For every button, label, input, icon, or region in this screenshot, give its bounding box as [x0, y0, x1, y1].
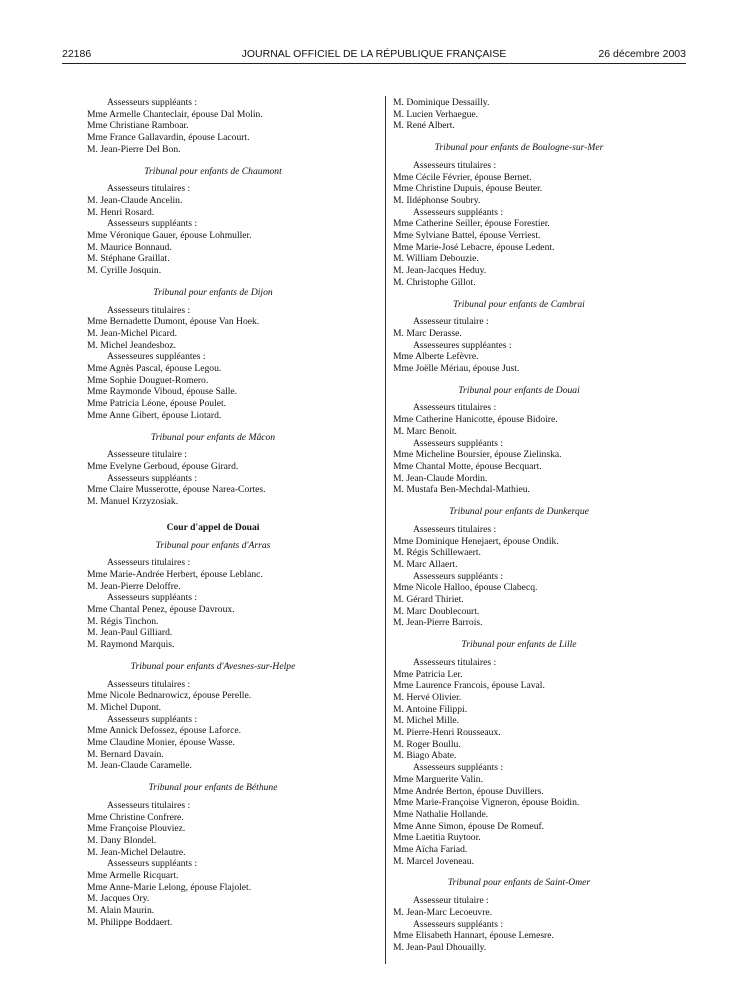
tribunal-heading: Tribunal pour enfants de Saint-Omer — [447, 877, 591, 889]
assessor-name: Mme Anne Gibert, épouse Liotard. — [87, 409, 222, 421]
assessor-role-label: Assesseures suppléantes : — [107, 351, 206, 363]
assessor-role-label: Assesseurs suppléants : — [413, 206, 504, 218]
assessor-name: Mme Claire Musserotte, épouse Narea-Cortes. — [87, 484, 266, 496]
assessor-name: Mme Christine Confrere. — [87, 811, 184, 823]
assessor-name: M. Dany Blondel. — [87, 834, 157, 846]
assessor-name: Mme Chantal Motte, épouse Becquart. — [393, 460, 542, 472]
tribunal-heading: Tribunal pour enfants d'Avesnes-sur-Helpe — [130, 660, 296, 672]
assessor-name: M. Hervé Olivier. — [393, 691, 462, 703]
assessor-role-label: Assesseurs titulaires : — [107, 304, 191, 316]
tribunal-heading: Tribunal pour enfants de Boulogne-sur-Mer — [434, 142, 604, 154]
assessor-role-label: Assesseurs titulaires : — [413, 159, 497, 171]
tribunal-heading: Tribunal pour enfants d'Arras — [155, 539, 271, 551]
assessor-name: M. Henri Rosard. — [87, 206, 155, 218]
assessor-role-label: Assesseurs suppléants : — [107, 592, 198, 604]
assessor-role-label: Assesseurs titulaires : — [413, 523, 497, 535]
assessor-role-label: Assesseurs suppléants : — [413, 570, 504, 582]
assessor-name: Mme Catherine Hanicotte, épouse Bidoire. — [393, 414, 558, 426]
assessor-role-label: Assesseures suppléantes : — [413, 339, 512, 351]
assessor-name: M. Jean-Michel Picard. — [87, 327, 178, 339]
assessor-name: Mme Armelle Chanteclair, épouse Dal Molin. — [87, 108, 263, 120]
assessor-name: Mme Bernadette Dumont, épouse Van Hoek. — [87, 316, 260, 328]
assessor-role-label: Assesseurs titulaires : — [107, 557, 191, 569]
assessor-name: M. William Debouzie. — [393, 253, 479, 265]
tribunal-heading: Tribunal pour enfants de Mâcon — [150, 431, 276, 443]
assessor-name: M. Marc Allaert. — [393, 558, 458, 570]
assessor-name: M. Manuel Krzyzosiak. — [87, 496, 179, 508]
assessor-name: M. Jean-Pierre Del Bon. — [87, 143, 181, 155]
assessor-name: M. Michel Mille. — [393, 715, 460, 727]
assessor-name: Mme Armelle Ricquart. — [87, 870, 179, 882]
assessor-name: M. Roger Boullu. — [393, 738, 461, 750]
assessor-name: Mme Anne-Marie Lelong, épouse Flajolet. — [87, 881, 252, 893]
assessor-name: M. Christophe Gillot. — [393, 276, 476, 288]
assessor-name: M. Jean-Pierre Barrois. — [393, 617, 483, 629]
tribunal-heading: Tribunal pour enfants de Béthune — [148, 782, 278, 794]
tribunal-heading: Tribunal pour enfants de Dijon — [153, 286, 273, 298]
assessor-name: M. Ildéphonse Soubry. — [393, 194, 481, 206]
assessor-name: M. Dominique Dessailly. — [393, 97, 490, 108]
assessor-role-label: Assesseurs titulaires : — [413, 656, 497, 668]
assessor-name: M. Jean-Claude Ancelin. — [87, 194, 183, 206]
assessor-name: Mme Marguerite Valin. — [393, 773, 483, 785]
assessor-name: Mme Marie-José Lebacre, épouse Ledent. — [393, 241, 555, 253]
assessor-name: Mme Marie-Françoise Vigneron, épouse Boidin. — [393, 797, 580, 809]
tribunal-heading: Tribunal pour enfants de Douai — [458, 384, 580, 396]
assessor-name: M. Jacques Ory. — [87, 893, 150, 905]
assessor-name: Mme Nicole Bednarowicz, épouse Perelle. — [87, 690, 252, 702]
assessor-role-label: Assesseurs suppléants : — [413, 918, 504, 930]
assessor-name: M. Jean-Michel Delautre. — [87, 846, 186, 858]
assessor-role-label: Assesseurs suppléants : — [107, 713, 198, 725]
assessor-name: M. Lucien Verhaegue. — [393, 108, 479, 120]
assessor-role-label: Assesseurs titulaires : — [107, 183, 191, 195]
assessor-role-label: Assesseurs suppléants : — [107, 472, 198, 484]
tribunal-heading: Tribunal pour enfants de Chaumont — [144, 165, 282, 177]
assessor-name: Mme Sylviane Battel, épouse Verriest. — [393, 230, 541, 242]
assessor-name: Mme Agnès Pascal, épouse Legou. — [87, 363, 222, 375]
assessor-name: Mme Cécile Février, épouse Bernet. — [393, 171, 532, 183]
assessor-name: M. Jean-Claude Caramelle. — [87, 760, 192, 772]
assessor-role-label: Assesseurs suppléants : — [413, 762, 504, 774]
assessor-name: Mme Sophie Douguet-Romero. — [87, 374, 209, 386]
assessor-name: Mme Catherine Seiller, épouse Forestier. — [393, 218, 550, 230]
assessor-name: M. Philippe Boddaert. — [87, 916, 173, 928]
page-header — [62, 48, 686, 62]
journal-title: JOURNAL OFFICIEL DE LA RÉPUBLIQUE FRANÇAISE — [241, 48, 507, 60]
assessor-name: M. Antoine Filippi. — [393, 703, 468, 715]
assessor-name: M. Biago Abate. — [393, 750, 457, 762]
assessor-role-label: Assesseure titulaire : — [107, 449, 187, 461]
tribunal-heading: Tribunal pour enfants de Dunkerque — [449, 506, 589, 518]
assessor-name: Mme Nicole Halloo, épouse Clabecq. — [393, 582, 538, 594]
assessor-name: Mme Véronique Gauer, épouse Lohmuller. — [87, 230, 252, 242]
assessor-name: M. Maurice Bonnaud. — [87, 241, 172, 253]
assessor-name: Mme Joëlle Mériau, épouse Just. — [393, 363, 520, 375]
assessor-name: Mme Raymonde Viboud, épouse Salle. — [87, 386, 238, 398]
assessor-name: M. Raymond Marquis. — [87, 639, 175, 651]
assessor-name: M. Bernard Davain. — [87, 748, 164, 760]
column-divider — [385, 96, 386, 964]
assessor-name: Mme Françoise Plouviez. — [87, 823, 186, 835]
assessor-name: Mme Micheline Boursier, épouse Zielinska. — [393, 449, 562, 461]
assessor-name: Mme Laurence Francois, épouse Laval. — [393, 680, 545, 692]
assessor-name: M. Michel Dupont. — [87, 701, 162, 713]
assessor-name: M. Alain Maurin. — [87, 905, 155, 917]
assessor-name: Mme Annick Defossez, épouse Laforce. — [87, 725, 241, 737]
assessor-name: Mme Chantal Penez, épouse Davroux. — [87, 604, 235, 616]
assessor-name: M. Michel Jeandesboz. — [87, 339, 176, 351]
assessor-name: M. Cyrille Josquin. — [87, 265, 162, 277]
publication-date: 26 décembre 2003 — [598, 48, 686, 60]
assessor-name: M. Stéphane Graillat. — [87, 253, 170, 265]
assessor-name: M. Marc Benoit. — [393, 425, 457, 437]
assessor-name: Mme Evelyne Gerboud, épouse Girard. — [87, 460, 239, 472]
assessor-name: M. Pierre-Henri Rousseaux. — [393, 727, 501, 739]
assessor-name: Mme Claudine Monier, épouse Wasse. — [87, 737, 235, 749]
assessor-name: M. Jean-Pierre Deloffre. — [87, 580, 181, 592]
assessor-name: M. Gérard Thiriet. — [393, 594, 464, 606]
assessor-role-label: Assesseurs titulaires : — [413, 402, 497, 414]
assessor-name: Mme Patricia Ler. — [393, 668, 463, 680]
assessor-name: Mme Aïcha Fariad. — [393, 844, 468, 856]
court-heading: Cour d'appel de Douai — [166, 521, 260, 533]
assessor-name: Mme Dominique Henejaert, épouse Ondik. — [393, 535, 559, 547]
left-column — [87, 97, 377, 929]
assessor-role-label: Assesseur titulaire : — [413, 316, 489, 328]
assessor-name: Mme Elisabeth Hannart, épouse Lemesre. — [393, 930, 554, 942]
assessor-name: Mme Patricia Léone, épouse Poulet. — [87, 398, 227, 410]
assessor-name: M. Jean-Marc Lecoeuvre. — [393, 906, 493, 918]
right-column — [393, 97, 683, 954]
assessor-name: M. Jean-Paul Gilliard. — [87, 627, 173, 639]
assessor-name: M. Marc Doublecourt. — [393, 605, 480, 617]
assessor-role-label: Assesseurs titulaires : — [107, 678, 191, 690]
assessor-name: Mme France Gallavardin, épouse Lacourt. — [87, 132, 250, 144]
assessor-name: Mme Nathalie Hollande. — [393, 808, 489, 820]
assessor-name: M. Marc Derasse. — [393, 327, 462, 339]
assessor-name: M. René Albert. — [393, 120, 455, 132]
assessor-role-label: Assesseurs titulaires : — [107, 799, 191, 811]
assessor-name: Mme Alberte Lefèvre. — [393, 351, 479, 363]
assessor-name: Mme Anne Simon, épouse De Romeuf. — [393, 820, 545, 832]
assessor-name: M. Mustafa Ben-Mechdal-Mathieu. — [393, 484, 530, 496]
assessor-name: M. Jean-Jacques Heduy. — [393, 265, 487, 277]
assessor-name: M. Jean-Claude Mordin. — [393, 472, 488, 484]
assessor-name: M. Régis Tinchon. — [87, 615, 159, 627]
assessor-name: M. Marcel Joveneau. — [393, 855, 474, 867]
assessor-role-label: Assesseur titulaire : — [413, 895, 489, 907]
assessor-role-label: Assesseurs suppléants : — [107, 858, 198, 870]
assessor-role-label: Assesseurs suppléants : — [107, 97, 198, 108]
header-rule — [62, 63, 686, 64]
assessor-name: Mme Andrée Berton, épouse Duvillers. — [393, 785, 544, 797]
tribunal-heading: Tribunal pour enfants de Cambrai — [453, 298, 585, 310]
assessor-name: M. Régis Schillewaert. — [393, 547, 481, 559]
tribunal-heading: Tribunal pour enfants de Lille — [461, 639, 577, 651]
assessor-name: M. Jean-Paul Dhouailly. — [393, 942, 487, 953]
assessor-name: Mme Marie-Andrée Herbert, épouse Leblanc. — [87, 568, 263, 580]
assessor-name: Mme Christine Dupuis, épouse Beuter. — [393, 183, 543, 195]
assessor-name: Mme Christiane Ramboar. — [87, 120, 189, 132]
assessor-role-label: Assesseurs suppléants : — [413, 437, 504, 449]
assessor-role-label: Assesseurs suppléants : — [107, 218, 198, 230]
page-number: 22186 — [62, 48, 92, 60]
assessor-name: Mme Laetitia Ruytoor. — [393, 832, 481, 844]
